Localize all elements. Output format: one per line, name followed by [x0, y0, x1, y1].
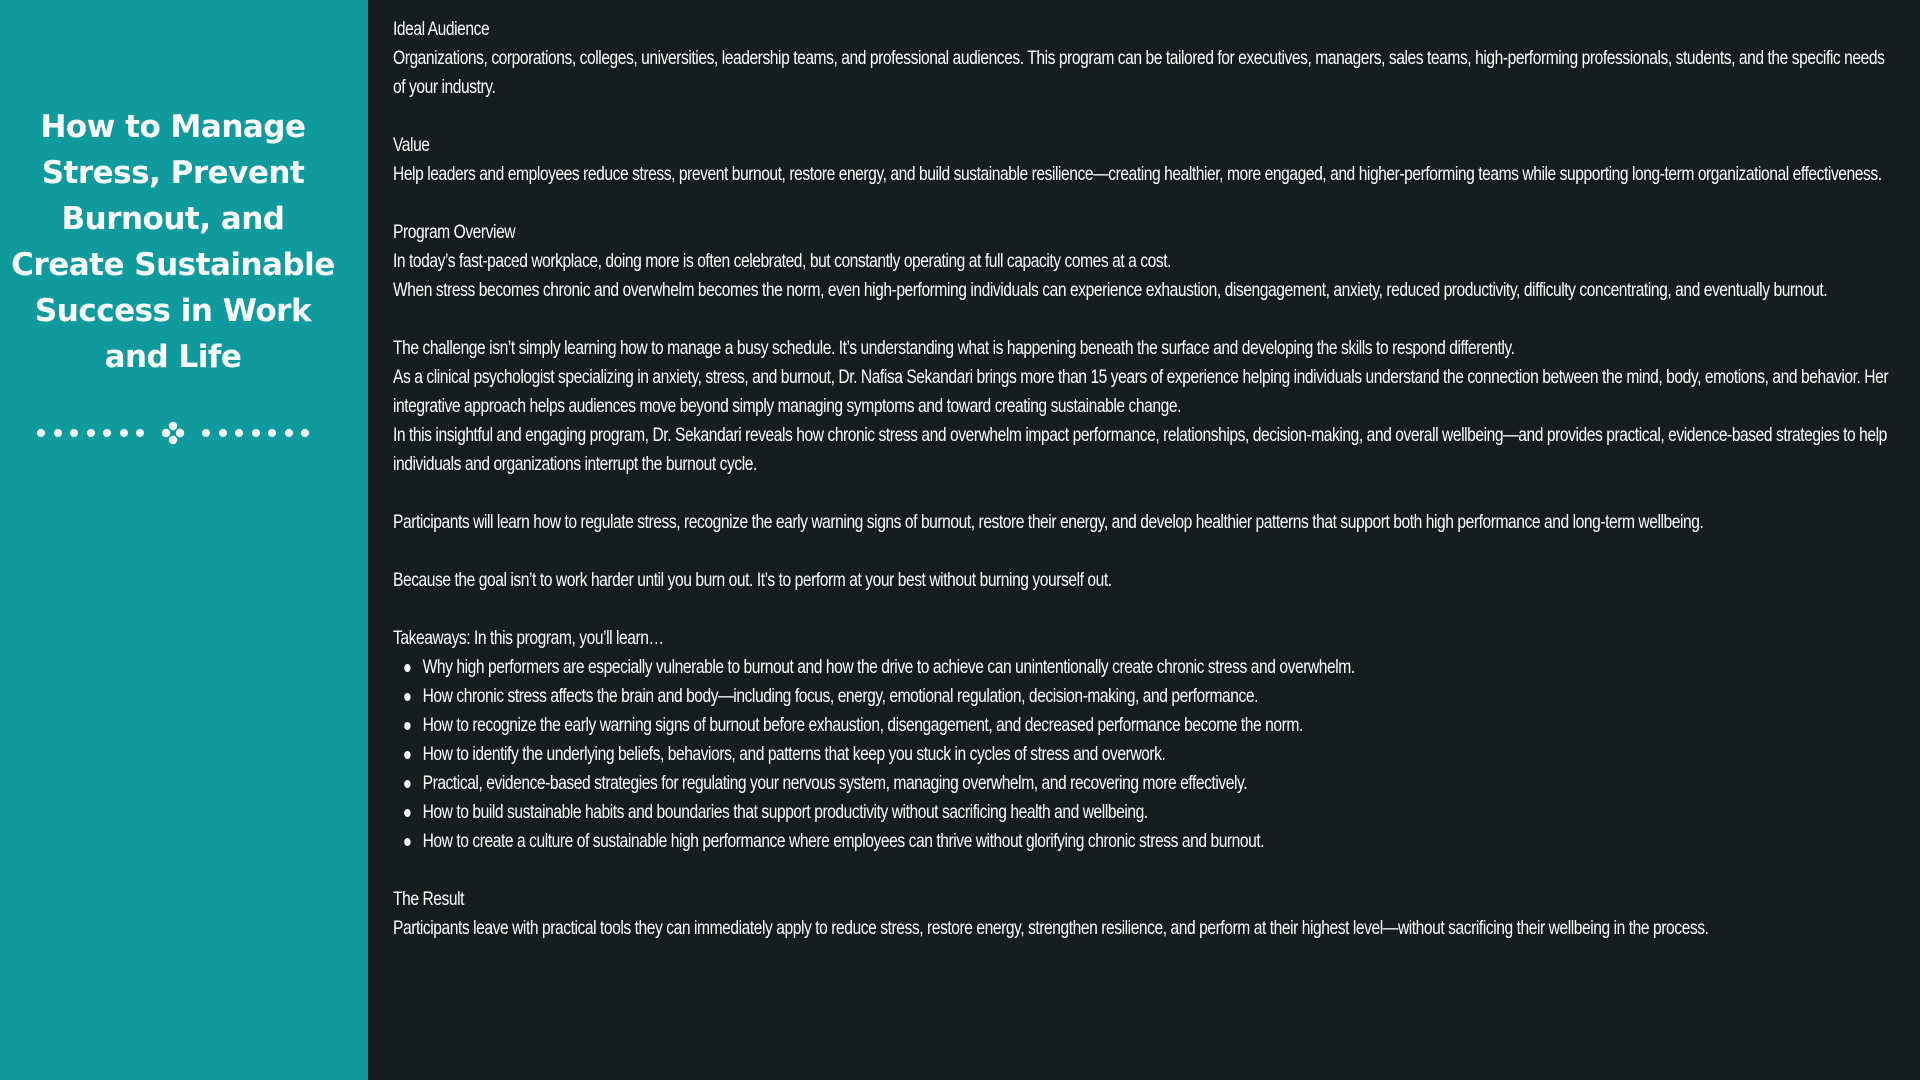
- program-title: How to Manage Stress, Prevent Burnout, and Create Sustainable Success in Work and Life: [11, 109, 335, 375]
- dot: [87, 429, 95, 437]
- dots-left: [37, 429, 144, 437]
- takeaway-item: How chronic stress affects the brain and body—including focus, energy, emotional regulation, decision-making, and performance.: [393, 682, 1920, 711]
- dot: [219, 429, 227, 437]
- takeaway-item: How to build sustainable habits and boundaries that support productivity without sacrificing health and wellbeing.: [393, 798, 1920, 827]
- takeaway-item: Why high performers are especially vulnerable to burnout and how the drive to achieve can unintentionally create chronic stress and overwhelm.: [393, 653, 1920, 682]
- takeaway-item: How to create a culture of sustainable high performance where employees can thrive without glorifying chronic stress and burnout.: [393, 827, 1920, 856]
- overview-paragraph: The challenge isn’t simply learning how to manage a busy schedule. It’s understanding what is happening beneath the surface and developing the skills to respond differently.: [393, 337, 1515, 359]
- overview-paragraph: As a clinical psychologist specializing in anxiety, stress, and burnout, Dr. Nafisa Sekandari brings more than 15 years of experience helping individuals understand the connection between the mind, body, emotions, and behavior. Her integrative approach helps audiences move beyond simply managing symptoms and toward creating sustainable change.: [393, 366, 1889, 417]
- result-heading: The Result: [393, 888, 465, 910]
- result-text: Participants leave with practical tools they can immediately apply to reduce stress, restore energy, strengthen resilience, and perform at their highest level—without sacrificing their wellbeing in the process.: [393, 917, 1709, 939]
- decorative-divider: [0, 420, 346, 446]
- takeaways-list: [393, 653, 1900, 856]
- value-text: Help leaders and employees reduce stress, prevent burnout, restore energy, and build sustainable resilience—creating healthier, more engaged, and higher-performing teams while supporting long-term organizational effectiveness.: [393, 163, 1882, 185]
- takeaway-item: Practical, evidence-based strategies for regulating your nervous system, managing overwhelm, and recovering more effectively.: [393, 769, 1920, 798]
- audience-heading: Ideal Audience: [393, 18, 490, 40]
- dot: [301, 429, 309, 437]
- dot: [37, 429, 45, 437]
- overview-paragraph: Participants will learn how to regulate stress, recognize the early warning signs of burnout, restore their energy, and develop healthier patterns that support both high performance and long-term wellbeing.: [393, 511, 1704, 533]
- dot: [252, 429, 260, 437]
- dot: [285, 429, 293, 437]
- dots-right: [202, 429, 309, 437]
- dot: [136, 429, 144, 437]
- overview-paragraph: Because the goal isn’t to work harder until you burn out. It’s to perform at your best without burning yourself out.: [393, 569, 1112, 591]
- dot: [54, 429, 62, 437]
- overview-heading: Program Overview: [393, 221, 516, 243]
- audience-text: Organizations, corporations, colleges, universities, leadership teams, and professional audiences. This program can be tailored for executives, managers, sales teams, high-performing professionals, students, and the specific needs of your industry.: [393, 47, 1885, 98]
- dot: [70, 429, 78, 437]
- dot: [120, 429, 128, 437]
- dot: [268, 429, 276, 437]
- value-heading: Value: [393, 134, 430, 156]
- overview-paragraph: When stress becomes chronic and overwhelm becomes the norm, even high-performing individuals can experience exhaustion, disengagement, anxiety, reduced productivity, difficulty concentrating, and eventually burnout.: [393, 279, 1828, 301]
- takeaways-heading: Takeaways: In this program, you’ll learn…: [393, 627, 664, 649]
- dot: [235, 429, 243, 437]
- takeaway-item: How to identify the underlying beliefs, behaviors, and patterns that keep you stuck in cycles of stress and overwork.: [393, 740, 1920, 769]
- overview-paragraph: In today’s fast-paced workplace, doing more is often celebrated, but constantly operating at full capacity comes at a cost.: [393, 250, 1172, 272]
- overview-paragraph: In this insightful and engaging program, Dr. Sekandari reveals how chronic stress and overwhelm impact performance, relationships, decision-making, and overall wellbeing—and provides practical, evidence-based strategies to help individuals and organizations interrupt the burnout cycle.: [393, 424, 1887, 475]
- takeaway-item: How to recognize the early warning signs of burnout before exhaustion, disengagement, and decreased performance become the norm.: [393, 711, 1920, 740]
- four-leaf-ornament-icon: [160, 420, 186, 446]
- program-description: [368, 0, 1920, 1080]
- dot: [202, 429, 210, 437]
- sidebar: [0, 0, 368, 1080]
- dot: [103, 429, 111, 437]
